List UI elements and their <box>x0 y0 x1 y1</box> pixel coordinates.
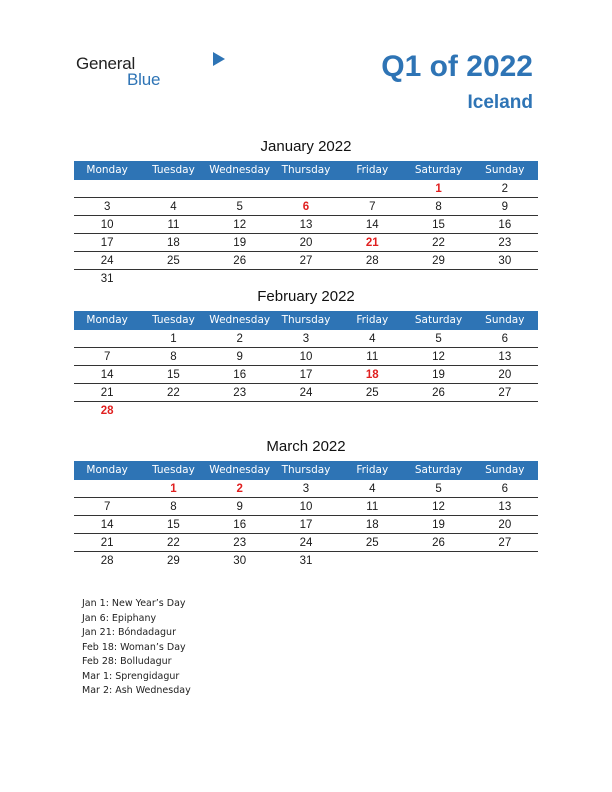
logo-triangle-icon <box>213 52 225 66</box>
day-cell: 22 <box>167 387 180 399</box>
day-cell: 15 <box>167 369 180 381</box>
day-cell: 4 <box>170 201 177 213</box>
week-row <box>74 534 538 552</box>
day-cell: 16 <box>498 219 512 231</box>
day-cell <box>140 180 206 197</box>
week-row <box>74 498 538 516</box>
day-cell: 1 <box>170 483 177 495</box>
day-cell: 11 <box>366 501 379 513</box>
day-cell: 28 <box>100 555 114 567</box>
logo-word-general: General <box>76 54 136 73</box>
day-cell: 27 <box>498 387 512 399</box>
weekday-label: Monday <box>86 464 128 476</box>
week-row <box>74 330 538 348</box>
week-row <box>74 198 538 216</box>
weekday-header <box>74 161 538 180</box>
day-cell: 2 <box>236 483 243 495</box>
holiday-item: Feb 18: Woman’s Day <box>82 641 186 653</box>
holiday-item: Feb 28: Bolludagur <box>82 656 172 667</box>
day-cell: 2 <box>501 183 509 195</box>
day-cell <box>339 180 405 197</box>
holiday-item: Jan 1: New Year’s Day <box>82 598 186 609</box>
day-cell: 13 <box>498 351 512 363</box>
day-cell <box>405 552 471 569</box>
day-cell: 26 <box>233 255 247 267</box>
day-cell: 20 <box>498 519 512 531</box>
day-cell <box>405 270 471 287</box>
week-row <box>74 552 538 569</box>
day-cell: 28 <box>100 405 114 417</box>
weekday-label: Sunday <box>485 314 525 326</box>
day-cell <box>273 270 339 287</box>
day-cell: 19 <box>432 369 445 381</box>
day-cell: 19 <box>432 519 445 531</box>
day-cell: 26 <box>432 387 445 399</box>
day-cell <box>140 402 206 419</box>
week-row <box>74 270 538 287</box>
day-cell <box>74 180 140 197</box>
day-cell: 12 <box>233 219 247 231</box>
day-cell: 31 <box>299 555 313 567</box>
day-cell <box>472 552 538 569</box>
day-cell: 14 <box>100 519 114 531</box>
day-cell: 1 <box>435 183 442 195</box>
week-row <box>74 402 538 419</box>
weekday-label: Friday <box>356 164 389 176</box>
day-cell: 22 <box>432 237 445 249</box>
day-cell: 27 <box>498 537 512 549</box>
day-cell <box>472 270 538 287</box>
week-row <box>74 348 538 366</box>
day-cell <box>339 402 405 419</box>
day-cell: 14 <box>365 219 379 231</box>
day-cell: 20 <box>299 237 313 249</box>
day-cell <box>74 330 140 347</box>
day-cell: 29 <box>167 555 180 567</box>
week-row <box>74 234 538 252</box>
day-cell: 3 <box>302 333 310 345</box>
day-cell: 5 <box>435 483 442 495</box>
week-row <box>74 516 538 534</box>
holiday-list <box>82 597 191 699</box>
day-cell: 14 <box>100 369 114 381</box>
day-cell: 12 <box>432 351 445 363</box>
holiday-item: Mar 2: Ash Wednesday <box>82 685 191 696</box>
weekday-label: Tuesday <box>152 164 195 176</box>
day-cell: 4 <box>369 333 376 345</box>
month-january <box>74 137 538 287</box>
day-cell: 21 <box>100 537 114 549</box>
weekday-label: Tuesday <box>152 314 195 326</box>
day-cell: 6 <box>302 201 310 213</box>
day-cell: 23 <box>498 237 512 249</box>
day-cell: 6 <box>501 483 509 495</box>
day-cell <box>472 402 538 419</box>
day-cell <box>207 402 273 419</box>
day-cell: 9 <box>501 201 509 213</box>
day-cell: 18 <box>365 369 379 381</box>
day-cell: 9 <box>236 501 243 513</box>
day-cell: 17 <box>100 237 114 249</box>
weekday-label: Thursday <box>281 464 331 476</box>
day-cell: 8 <box>435 201 442 213</box>
day-cell: 30 <box>233 555 247 567</box>
day-cell: 17 <box>299 369 313 381</box>
weekday-label: Tuesday <box>152 464 195 476</box>
week-row <box>74 216 538 234</box>
day-cell <box>273 180 339 197</box>
country-name: Iceland <box>467 92 533 113</box>
day-cell: 21 <box>365 237 379 249</box>
day-cell: 5 <box>435 333 442 345</box>
day-cell: 25 <box>167 255 180 267</box>
day-cell <box>140 270 206 287</box>
day-cell: 19 <box>233 237 247 249</box>
day-cell: 31 <box>100 273 114 285</box>
day-cell: 13 <box>299 219 313 231</box>
day-cell <box>405 402 471 419</box>
holiday-item: Mar 1: Sprengidagur <box>82 670 180 682</box>
day-cell: 21 <box>100 387 114 399</box>
day-cell: 7 <box>103 501 111 513</box>
weekday-header <box>74 311 538 330</box>
day-cell: 7 <box>103 351 111 363</box>
weekday-label: Wednesday <box>209 314 271 326</box>
week-row <box>74 480 538 498</box>
weekday-label: Wednesday <box>209 164 271 176</box>
day-cell: 13 <box>498 501 512 513</box>
day-cell: 15 <box>432 219 445 231</box>
day-cell: 15 <box>167 519 180 531</box>
day-cell: 24 <box>299 387 313 399</box>
quarter-title: Q1 of 2022 <box>381 50 533 83</box>
day-cell: 18 <box>365 519 379 531</box>
day-cell: 27 <box>299 255 313 267</box>
day-cell: 16 <box>233 369 247 381</box>
day-cell: 8 <box>170 501 177 513</box>
day-cell: 4 <box>369 483 376 495</box>
week-row <box>74 366 538 384</box>
day-cell: 3 <box>103 201 111 213</box>
weekday-header <box>74 461 538 480</box>
day-cell: 23 <box>233 537 247 549</box>
day-cell: 10 <box>100 219 114 231</box>
month-title: March 2022 <box>266 438 346 455</box>
weekday-label: Saturday <box>414 464 463 476</box>
day-cell <box>339 270 405 287</box>
day-cell: 16 <box>233 519 247 531</box>
day-cell: 11 <box>366 351 379 363</box>
day-cell: 2 <box>236 333 243 345</box>
holiday-item: Jan 6: Epiphany <box>82 612 157 624</box>
day-cell <box>207 180 273 197</box>
day-cell: 6 <box>501 333 509 345</box>
day-cell: 18 <box>167 237 180 249</box>
weekday-label: Monday <box>86 314 128 326</box>
day-cell: 26 <box>432 537 445 549</box>
week-row <box>74 384 538 402</box>
week-row <box>74 180 538 198</box>
day-cell: 25 <box>365 537 379 549</box>
weekday-label: Sunday <box>485 464 525 476</box>
day-cell: 17 <box>299 519 313 531</box>
week-row <box>74 252 538 270</box>
day-cell: 11 <box>167 219 180 231</box>
holiday-item: Jan 21: Bóndadagur <box>82 627 176 638</box>
month-title: February 2022 <box>257 288 355 305</box>
day-cell: 25 <box>365 387 379 399</box>
day-cell: 23 <box>233 387 247 399</box>
day-cell: 10 <box>299 501 313 513</box>
general-blue-logo <box>76 52 186 92</box>
day-cell: 3 <box>302 483 310 495</box>
weekday-label: Friday <box>356 314 389 326</box>
weekday-label: Saturday <box>414 164 463 176</box>
day-cell: 30 <box>498 255 512 267</box>
day-cell: 9 <box>236 351 243 363</box>
day-cell: 29 <box>432 255 445 267</box>
day-cell <box>339 552 405 569</box>
logo-word-blue: Blue <box>127 70 161 89</box>
day-cell: 7 <box>369 201 376 213</box>
day-cell: 1 <box>170 333 177 345</box>
weekday-label: Thursday <box>281 164 331 176</box>
month-march <box>74 437 538 569</box>
day-cell: 5 <box>236 201 243 213</box>
day-cell: 24 <box>299 537 313 549</box>
month-february <box>74 287 538 419</box>
day-cell: 10 <box>299 351 313 363</box>
weekday-label: Wednesday <box>209 464 271 476</box>
weekday-label: Monday <box>86 164 128 176</box>
weekday-label: Saturday <box>414 314 463 326</box>
day-cell: 22 <box>167 537 180 549</box>
day-cell: 12 <box>432 501 445 513</box>
day-cell <box>74 480 140 497</box>
day-cell <box>207 270 273 287</box>
day-cell: 28 <box>365 255 379 267</box>
day-cell: 24 <box>100 255 114 267</box>
day-cell: 20 <box>498 369 512 381</box>
weekday-label: Friday <box>356 464 389 476</box>
weekday-label: Sunday <box>485 164 525 176</box>
weekday-label: Thursday <box>281 314 331 326</box>
month-title: January 2022 <box>260 138 352 155</box>
day-cell: 8 <box>170 351 177 363</box>
day-cell <box>273 402 339 419</box>
